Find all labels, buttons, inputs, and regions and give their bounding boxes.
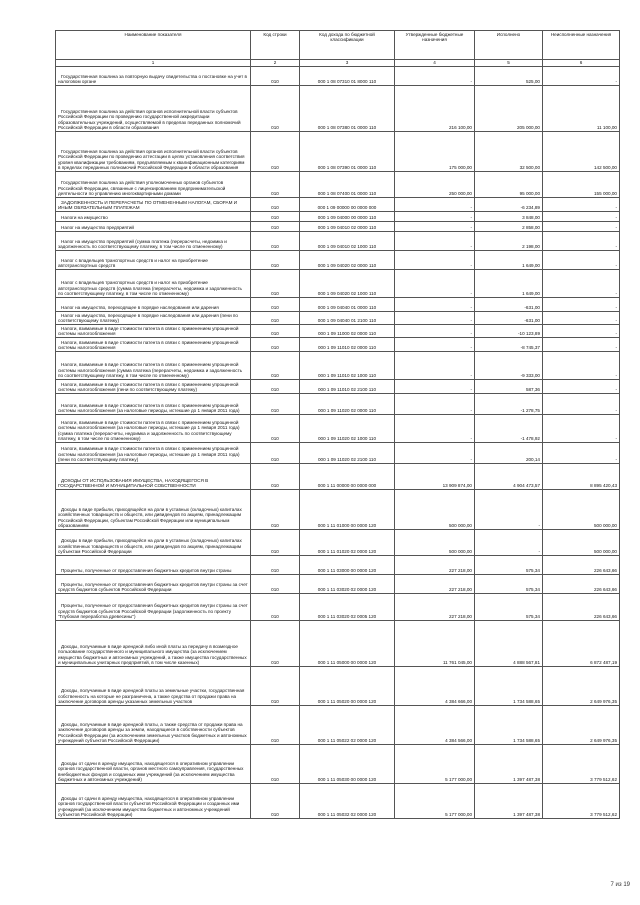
row-name: Государственная пошлина за действия органов исполнительной власти субъектов Российской Федерации по проведению аттестации в целях установления соответствия уровня квалификации требованиям, предъявляемым к квалификационным категориям в пределах переданных полномочий Российской Федерации в области образования xyxy=(56,132,251,172)
row-approved: - xyxy=(395,352,475,380)
row-name: ЗАДОЛЖЕННОСТЬ И ПЕРЕРАСЧЕТЫ ПО ОТМЕНЕННЫМ НАЛОГАМ, СБОРАМ И ИНЫМ ОБЯЗАТЕЛЬНЫМ ПЛАТЕЖАМ xyxy=(56,198,251,212)
row-unexecuted: - xyxy=(543,270,620,298)
row-name: Доходы, получаемые в виде арендной либо иной платы за передачу в возмездное пользование государственного и муниципального имущества (за исключением имущества бюджетных и автономных учреждений, а также имущества государственных и муниципальных унитарных предприятий, в том числе казенных) xyxy=(56,621,251,667)
row-approved: - xyxy=(395,312,475,325)
row-name: Налоги, взимаемые в виде стоимости патента в связи с применением упрощенной системы налогообложения xyxy=(56,338,251,352)
row-unexecuted: 3 779 512,62 xyxy=(543,784,620,819)
row-unexecuted: - xyxy=(543,394,620,415)
row-executed: -1 278,75 xyxy=(475,394,543,415)
row-name: Налоги, взимаемые в виде стоимости патента в связи с применением упрощенной системы налогообложения (за налоговые периоды, истекшие до 1 января 2011 года) (пени по соответствующему платежу) xyxy=(56,443,251,464)
row-code: 010 xyxy=(251,706,300,745)
table-row xyxy=(56,132,620,172)
row-name: Проценты, полученные от предоставления бюджетных кредитов внутри страны xyxy=(56,556,251,575)
row-code: 010 xyxy=(251,667,300,706)
row-code: 010 xyxy=(251,380,300,394)
row-code: 010 xyxy=(251,556,300,575)
row-income-code: 000 1 09 04040 01 0000 110 xyxy=(300,298,395,312)
header-income-code: Код дохода по бюджетной классификации xyxy=(300,31,395,60)
row-approved: - xyxy=(395,67,475,86)
row-executed: -10 123,89 xyxy=(475,325,543,338)
page-number: 7 из 19 xyxy=(610,882,630,888)
row-name: Государственная пошлина за повторную выдачу свидетельства о постановке на учет в налоговом органе xyxy=(56,67,251,86)
row-unexecuted: 6 872 487,19 xyxy=(543,621,620,667)
row-approved: 4 384 566,00 xyxy=(395,706,475,745)
row-code: 010 xyxy=(251,745,300,784)
row-approved: 13 909 874,00 xyxy=(395,464,475,490)
table-row xyxy=(56,706,620,745)
row-approved: 500 000,00 xyxy=(395,530,475,556)
row-income-code: 000 1 09 11020 02 1000 110 xyxy=(300,415,395,443)
row-name: Налог на имущество, переходящее в порядке наследования или дарения xyxy=(56,298,251,312)
table-row xyxy=(56,352,620,380)
row-executed: -9 333,00 xyxy=(475,352,543,380)
row-approved: 4 384 666,00 xyxy=(395,667,475,706)
table-row xyxy=(56,621,620,667)
table-row xyxy=(56,198,620,212)
row-executed: 95 000,00 xyxy=(475,172,543,198)
row-executed: 205 000,00 xyxy=(475,86,543,132)
column-number: 2 xyxy=(251,60,300,67)
row-name: Доходы в виде прибыли, приходящейся на доли в уставных (складочных) капиталах хозяйственных товариществ и обществ, или дивидендов по акциям, принадлежащим субъектам Российской Федерации xyxy=(56,530,251,556)
row-approved: 216 100,00 xyxy=(395,86,475,132)
table-body xyxy=(56,67,620,819)
row-name: Налог с владельцев транспортных средств и налог на приобретение автотранспортных средств xyxy=(56,251,251,270)
row-income-code: 000 1 09 04010 02 0000 110 xyxy=(300,222,395,232)
row-code: 010 xyxy=(251,443,300,464)
table-row xyxy=(56,594,620,621)
row-code: 010 xyxy=(251,325,300,338)
header-row-code: Код строки xyxy=(251,31,300,60)
row-executed: 1 649,00 xyxy=(475,251,543,270)
row-approved: - xyxy=(395,394,475,415)
row-code: 010 xyxy=(251,352,300,380)
row-approved: - xyxy=(395,298,475,312)
row-name: Налог на имущество предприятий (сумма платежа (перерасчеты, недоимка и задолженность по соответствующему платежу, в том числе по отмененному) xyxy=(56,232,251,251)
row-approved: 250 000,00 xyxy=(395,172,475,198)
row-approved: 227 218,00 xyxy=(395,594,475,621)
row-income-code: 000 1 09 04040 01 2100 110 xyxy=(300,312,395,325)
row-income-code: 000 1 09 00000 00 0000 000 xyxy=(300,198,395,212)
row-name: Доходы, получаемые в виде арендной платы, а также средства от продажи права на заключение договоров аренды за земли, находящиеся в собственности субъектов Российской Федерации (за исключением земельных участков бюджетных и автономных учреждений субъектов Российской Федерации) xyxy=(56,706,251,745)
row-code: 010 xyxy=(251,270,300,298)
row-code: 010 xyxy=(251,575,300,594)
table-row xyxy=(56,394,620,415)
row-approved: 500 000,00 xyxy=(395,490,475,530)
table-row xyxy=(56,443,620,464)
row-name: Проценты, полученные от предоставления бюджетных кредитов внутри страны за счет средств бюджетов субъектов Российской Федерации (задолженность по проекту "Глубокая переработка древесины") xyxy=(56,594,251,621)
report-sheet xyxy=(55,30,619,819)
row-name: Доходы от сдачи в аренду имущества, находящегося в оперативном управлении органов государственной власти субъектов Российской Федерации и созданных ими учреждений (за исключением имущества бюджетных и автономных учреждений субъектов Российской Федерации) xyxy=(56,784,251,819)
header-indicator-name: Наименование показателя xyxy=(56,31,251,60)
row-approved: - xyxy=(395,325,475,338)
row-executed: 1 734 588,65 xyxy=(475,667,543,706)
row-code: 010 xyxy=(251,198,300,212)
table-row xyxy=(56,530,620,556)
row-code: 010 xyxy=(251,86,300,132)
row-income-code: 000 1 11 05020 00 0000 120 xyxy=(300,667,395,706)
table-row xyxy=(56,490,620,530)
column-number: 4 xyxy=(395,60,475,67)
row-executed: 2 198,00 xyxy=(475,232,543,251)
budget-income-table xyxy=(55,30,620,819)
row-code: 010 xyxy=(251,172,300,198)
row-approved: 227 218,00 xyxy=(395,556,475,575)
row-executed: -631,00 xyxy=(475,298,543,312)
row-code: 010 xyxy=(251,415,300,443)
row-executed: 1 397 487,38 xyxy=(475,784,543,819)
row-approved: - xyxy=(395,212,475,222)
table-row xyxy=(56,222,620,232)
row-unexecuted: 226 643,66 xyxy=(543,575,620,594)
row-executed: - xyxy=(475,530,543,556)
row-income-code: 000 1 08 07380 01 0000 110 xyxy=(300,86,395,132)
row-executed: 1 734 588,65 xyxy=(475,706,543,745)
row-unexecuted: 142 500,00 xyxy=(543,132,620,172)
row-code: 010 xyxy=(251,338,300,352)
table-row xyxy=(56,784,620,819)
row-income-code: 000 1 09 04000 00 0000 110 xyxy=(300,212,395,222)
table-row xyxy=(56,298,620,312)
row-unexecuted: 155 000,00 xyxy=(543,172,620,198)
table-row xyxy=(56,67,620,86)
row-approved: - xyxy=(395,415,475,443)
row-unexecuted: 3 779 512,62 xyxy=(543,745,620,784)
row-unexecuted: - xyxy=(543,222,620,232)
row-executed: 575,34 xyxy=(475,556,543,575)
table-row xyxy=(56,667,620,706)
row-executed: 3 848,00 xyxy=(475,212,543,222)
row-executed: -1 478,92 xyxy=(475,415,543,443)
row-income-code: 000 1 08 07390 01 0000 110 xyxy=(300,132,395,172)
table-row xyxy=(56,745,620,784)
row-name: Государственная пошлина за действия органов исполнительной власти субъектов Российской Федерации по проведению государственной аккредитации образовательных учреждений, осуществляемой в пределах переданных полномочий Российской Федерации в области образования xyxy=(56,86,251,132)
row-executed: 32 500,00 xyxy=(475,132,543,172)
row-income-code: 000 1 09 11010 02 2100 110 xyxy=(300,380,395,394)
row-name: Доходы от сдачи в аренду имущества, находящегося в оперативном управлении органов государственной власти, органов местного самоуправления, государственных внебюджетных фондов и созданных ими учреждений (за исключением имущества бюджетных и автономных учреждений) xyxy=(56,745,251,784)
row-name: Доходы, получаемые в виде арендной платы за земельные участки, государственная собственность на которые не разграничена, а также средства от продажи права на заключение договоров аренды указанных земельных участков xyxy=(56,667,251,706)
row-name: Налог с владельцев транспортных средств и налог на приобретение автотранспортных средств (сумма платежа (перерасчеты, недоимка и задолженность по соответствующему платежу, в том числе по отмененному) xyxy=(56,270,251,298)
row-income-code: 000 1 09 04020 02 0000 110 xyxy=(300,251,395,270)
table-row xyxy=(56,338,620,352)
row-approved: 175 000,00 xyxy=(395,132,475,172)
row-income-code: 000 1 09 11020 02 0000 110 xyxy=(300,394,395,415)
table-row xyxy=(56,270,620,298)
table-row xyxy=(56,464,620,490)
row-executed: -6 234,89 xyxy=(475,198,543,212)
column-number: 3 xyxy=(300,60,395,67)
row-executed: 575,34 xyxy=(475,594,543,621)
row-unexecuted: - xyxy=(543,325,620,338)
row-approved: - xyxy=(395,270,475,298)
table-row xyxy=(56,86,620,132)
row-unexecuted: 2 649 976,35 xyxy=(543,706,620,745)
row-unexecuted: - xyxy=(543,415,620,443)
row-executed: 2 858,00 xyxy=(475,222,543,232)
row-approved: - xyxy=(395,443,475,464)
row-code: 010 xyxy=(251,784,300,819)
row-executed: -8 745,37 xyxy=(475,338,543,352)
row-code: 010 xyxy=(251,530,300,556)
row-income-code: 000 1 09 04010 02 1000 110 xyxy=(300,232,395,251)
row-executed: - xyxy=(475,490,543,530)
row-income-code: 000 1 11 03000 00 0000 120 xyxy=(300,556,395,575)
row-unexecuted: 8 895 420,43 xyxy=(543,464,620,490)
column-number: 5 xyxy=(475,60,543,67)
row-unexecuted: 500 000,00 xyxy=(543,490,620,530)
row-name: Проценты, полученные от предоставления бюджетных кредитов внутри страны за счет средств бюджетов субъектов Российской Федерации xyxy=(56,575,251,594)
row-unexecuted: - xyxy=(543,232,620,251)
row-approved: - xyxy=(395,380,475,394)
row-code: 010 xyxy=(251,594,300,621)
row-approved: 5 177 000,00 xyxy=(395,784,475,819)
table-row xyxy=(56,415,620,443)
row-income-code: 000 1 09 11020 02 2100 110 xyxy=(300,443,395,464)
row-approved: 11 761 045,00 xyxy=(395,621,475,667)
header-unexecuted: Неисполненные назначения xyxy=(543,31,620,60)
row-unexecuted: - xyxy=(543,251,620,270)
row-income-code: 000 1 09 11010 02 0000 110 xyxy=(300,338,395,352)
row-unexecuted: 2 649 976,35 xyxy=(543,667,620,706)
row-executed: -631,00 xyxy=(475,312,543,325)
row-code: 010 xyxy=(251,251,300,270)
row-income-code: 000 1 11 05000 00 0000 120 xyxy=(300,621,395,667)
row-code: 010 xyxy=(251,222,300,232)
row-code: 010 xyxy=(251,212,300,222)
row-income-code: 000 1 08 07400 01 0000 110 xyxy=(300,172,395,198)
row-unexecuted: 226 643,66 xyxy=(543,594,620,621)
column-number-row xyxy=(56,60,620,67)
row-income-code: 000 1 09 11000 02 0000 110 xyxy=(300,325,395,338)
row-executed: 1 649,00 xyxy=(475,270,543,298)
row-approved: - xyxy=(395,338,475,352)
row-unexecuted: - xyxy=(543,67,620,86)
table-row xyxy=(56,312,620,325)
table-row xyxy=(56,556,620,575)
table-row xyxy=(56,172,620,198)
row-executed: 1 397 487,38 xyxy=(475,745,543,784)
header-approved: Утвержденные бюджетные назначения xyxy=(395,31,475,60)
table-row xyxy=(56,380,620,394)
row-name: Налог на имущество, переходящее в порядке наследования или дарения (пени по соответствующему платежу) xyxy=(56,312,251,325)
row-approved: - xyxy=(395,251,475,270)
row-unexecuted: - xyxy=(543,443,620,464)
row-name: ДОХОДЫ ОТ ИСПОЛЬЗОВАНИЯ ИМУЩЕСТВА, НАХОДЯЩЕГОСЯ В ГОСУДАРСТВЕННОЙ И МУНИЦИПАЛЬНОЙ СОБСТВЕННОСТИ xyxy=(56,464,251,490)
row-code: 010 xyxy=(251,621,300,667)
row-unexecuted: 500 000,00 xyxy=(543,530,620,556)
row-name: Налоги, взимаемые в виде стоимости патента в связи с применением упрощенной системы налогообложения (сумма платежа (перерасчеты, недоимка и задолженность по соответствующему платежу, в том числе по отмененному) xyxy=(56,352,251,380)
row-executed: 4 888 567,81 xyxy=(475,621,543,667)
row-unexecuted: - xyxy=(543,312,620,325)
row-unexecuted: 11 100,00 xyxy=(543,86,620,132)
row-unexecuted: - xyxy=(543,198,620,212)
table-row xyxy=(56,251,620,270)
table-row xyxy=(56,212,620,222)
column-number: 6 xyxy=(543,60,620,67)
header-executed: Исполнено xyxy=(475,31,543,60)
row-approved: 227 218,00 xyxy=(395,575,475,594)
row-income-code: 000 1 11 01020 02 0000 120 xyxy=(300,530,395,556)
row-code: 010 xyxy=(251,298,300,312)
row-executed: 575,34 xyxy=(475,575,543,594)
row-income-code: 000 1 11 05030 00 0000 120 xyxy=(300,745,395,784)
row-executed: 200,14 xyxy=(475,443,543,464)
row-income-code: 000 1 09 11010 02 1000 110 xyxy=(300,352,395,380)
row-name: Налоги на имущество xyxy=(56,212,251,222)
row-name: Налоги, взимаемые в виде стоимости патента в связи с применением упрощенной системы налогообложения xyxy=(56,325,251,338)
row-income-code: 000 1 11 03020 02 0000 120 xyxy=(300,575,395,594)
row-unexecuted: - xyxy=(543,212,620,222)
row-income-code: 000 1 11 05032 02 0000 120 xyxy=(300,784,395,819)
table-row xyxy=(56,232,620,251)
row-income-code: 000 1 11 03020 02 0005 120 xyxy=(300,594,395,621)
row-income-code: 000 1 11 01000 00 0000 120 xyxy=(300,490,395,530)
row-unexecuted: 226 643,66 xyxy=(543,556,620,575)
row-income-code: 000 1 11 00000 00 0000 000 xyxy=(300,464,395,490)
row-name: Налог на имущество предприятий xyxy=(56,222,251,232)
row-code: 010 xyxy=(251,490,300,530)
table-row xyxy=(56,325,620,338)
row-income-code: 000 1 08 07310 01 8000 110 xyxy=(300,67,395,86)
row-code: 010 xyxy=(251,132,300,172)
row-code: 010 xyxy=(251,67,300,86)
row-unexecuted: - xyxy=(543,338,620,352)
row-name: Налоги, взимаемые в виде стоимости патента в связи с применением упрощенной системы налогообложения (за налоговые периоды, истекшие до 1 января 2011 года) xyxy=(56,394,251,415)
row-code: 010 xyxy=(251,394,300,415)
row-approved: 5 177 000,00 xyxy=(395,745,475,784)
row-executed: 525,00 xyxy=(475,67,543,86)
row-approved: - xyxy=(395,232,475,251)
column-number: 1 xyxy=(56,60,251,67)
row-name: Государственная пошлина за действия уполномоченных органов субъектов Российской Федерации, связанные с лицензированием предпринимательской деятельности по управлению многоквартирными домами xyxy=(56,172,251,198)
row-income-code: 000 1 11 05022 02 0000 120 xyxy=(300,706,395,745)
table-header-row xyxy=(56,31,620,60)
row-approved: - xyxy=(395,198,475,212)
row-name: Налоги, взимаемые в виде стоимости патента в связи с применением упрощенной системы налогообложения (за налоговые периоды, истекшие до 1 января 2011 года) (сумма платежа (перерасчеты, недоимка и задолженность по соответствующему платежу, в том числе по отмененному) xyxy=(56,415,251,443)
row-code: 010 xyxy=(251,464,300,490)
row-unexecuted: - xyxy=(543,352,620,380)
row-code: 010 xyxy=(251,232,300,251)
row-unexecuted: - xyxy=(543,298,620,312)
row-executed: 587,36 xyxy=(475,380,543,394)
table-row xyxy=(56,575,620,594)
row-name: Налоги, взимаемые в виде стоимости патента в связи с применением упрощенной системы налогообложения (пени по соответствующему платежу) xyxy=(56,380,251,394)
row-executed: 4 904 473,57 xyxy=(475,464,543,490)
row-unexecuted: - xyxy=(543,380,620,394)
row-approved: - xyxy=(395,222,475,232)
row-name: Доходы в виде прибыли, приходящейся на доли в уставных (складочных) капиталах хозяйственных товариществ и обществ, или дивидендов по акциям, принадлежащим Российской Федерации, субъектам Российской Федерации или муниципальным образованиям xyxy=(56,490,251,530)
row-income-code: 000 1 09 04020 02 1000 110 xyxy=(300,270,395,298)
row-code: 010 xyxy=(251,312,300,325)
